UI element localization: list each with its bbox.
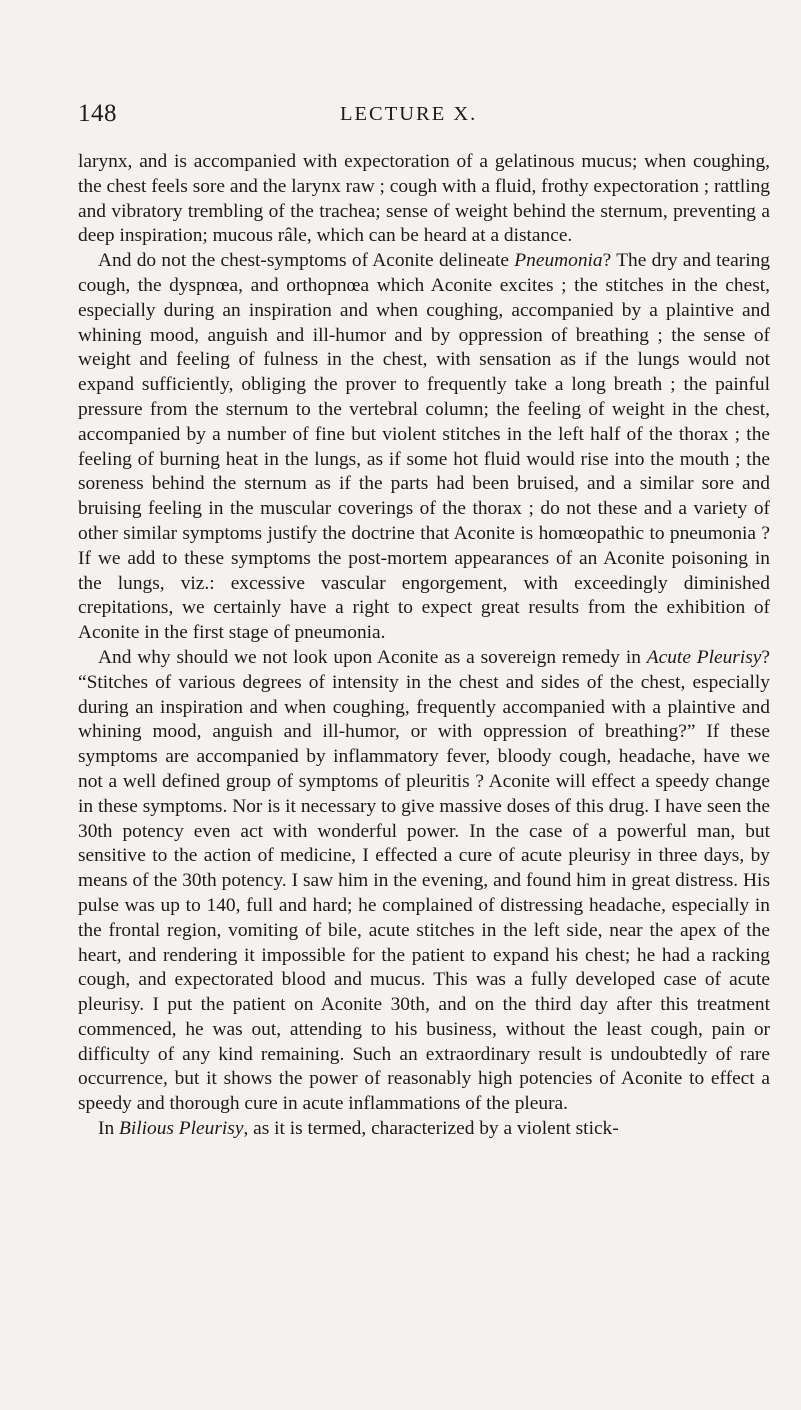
page-header bbox=[78, 100, 768, 130]
page-number: 148 bbox=[78, 100, 117, 127]
body-text bbox=[78, 150, 770, 1142]
text-run: And why should we not look upon Aconite as a sovereign remedy in bbox=[98, 646, 647, 668]
italic-term: Bilious Pleurisy bbox=[119, 1118, 244, 1140]
text-run: ? “Stitches of various degrees of intensity in the chest and sides of the chest, especially during an inspiration and when coughing, frequently accompanied with a plaintive and whining mood, anguish and ill-humor, or with oppression of breathing?” If these symptoms are accompanied by inflammatory fever, bloody cough, headache, have we not a well defined group of symptoms of pleuritis ? Aconite will effect a speedy change in these symptoms. Nor is it necessary to give massive doses of this drug. I have seen the 30th potency even act with wonderful power. In the case of a powerful man, but sensitive to the action of medicine, I effected a cure of acute pleurisy in three days, by means of the 30th potency. I saw him in the evening, and found him in great distress. His pulse was up to 140, full and hard; he complained of distressing headache, especially in the frontal region, vomiting of bile, acute stitches in the left side, near the apex of the heart, and rendering it impossible for the patient to expand his chest; he had a racking cough, and expectorated blood and mucus. This was a fully developed case of acute pleurisy. I put the patient on Aconite 30th, and on the third day after this treatment commenced, he was out, attending to his business, without the least cough, pain or difficulty of any kind remaining. Such an extraordinary result is undoubtedly of rare occurrence, but it shows the power of reasonably high potencies of Aconite to effect a speedy and thorough cure in acute inflammations of the pleura. bbox=[78, 646, 770, 1115]
italic-term: Pneumonia bbox=[514, 250, 603, 272]
text-run: larynx, and is accompanied with expectoration of a gelatinous mucus; when coughing, the chest feels sore and the larynx raw ; cough with a fluid, frothy expectoration ; rattling and vibratory trembling of the trachea; sense of weight behind the sternum, preventing a deep inspiration; mucous râle, which can be heard at a distance. bbox=[78, 151, 770, 247]
text-run: , as it is termed, characterized by a violent stick- bbox=[243, 1118, 619, 1140]
text-run: In bbox=[98, 1118, 120, 1140]
text-run: And do not the chest-symptoms of Aconite delineate bbox=[98, 250, 515, 272]
running-head: LECTURE X. bbox=[340, 103, 478, 125]
italic-term: Acute Pleurisy bbox=[646, 646, 762, 668]
paragraph bbox=[78, 646, 770, 1117]
paragraph bbox=[78, 1117, 770, 1142]
text-run: ? The dry and tearing cough, the dyspnœa, and orthopnœa which Aconite excites ; the stitches in the chest, especially during an inspiration and when coughing, accompanied by a plaintive and whining mood, anguish and ill-humor and by oppression of breathing ; the sense of weight and feeling of fulness in the chest, with sensation as if the lungs would not expand sufficiently, obliging the prover to frequently take a long breath ; the painful pressure from the sternum to the vertebral column; the feeling of weight in the chest, accompanied by a number of fine but violent stitches in the left half of the thorax ; the feeling of burning heat in the lungs, as if some hot fluid would rise into the mouth ; the soreness behind the sternum as if the parts had been bruised, and a similar sore and bruising feeling in the muscular coverings of the thorax ; do not these and a variety of other similar symptoms justify the doctrine that Aconite is homœopathic to pneumonia ? If we add to these symptoms the post-mortem appearances of an Aconite poisoning in the lungs, viz.: excessive vascular engorgement, with exceedingly diminished crepitations, we certainly have a right to expect great results from the exhibition of Aconite in the first stage of pneumonia. bbox=[78, 250, 770, 644]
paragraph bbox=[78, 249, 770, 646]
paragraph bbox=[78, 150, 770, 249]
